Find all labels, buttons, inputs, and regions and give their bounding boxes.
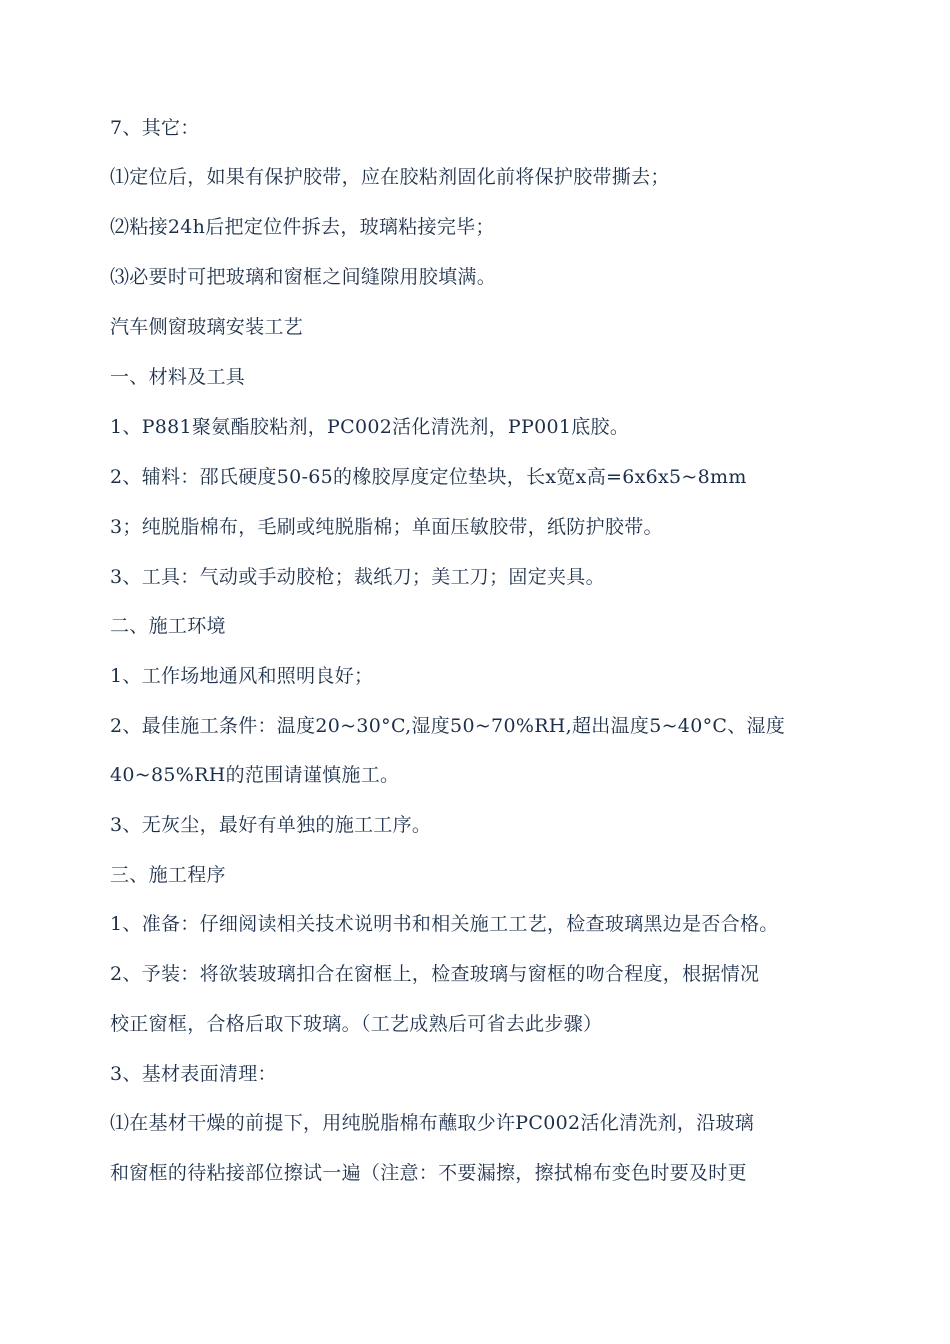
text-line: 2、辅料：邵氏硬度50-65的橡胶厚度定位垫块，长x宽x高=6x6x5~8mm bbox=[110, 466, 747, 488]
section-heading: 二、施工环境 bbox=[110, 615, 226, 637]
text-line: 3；纯脱脂棉布，毛刷或纯脱脂棉；单面压敏胶带，纸防护胶带。 bbox=[110, 516, 663, 538]
text-line: 1、P881聚氨酯胶粘剂，PC002活化清洗剂，PP001底胶。 bbox=[110, 416, 630, 438]
text-line: 3、基材表面清理： bbox=[110, 1063, 277, 1085]
text-line: 40~85%RH的范围请谨慎施工。 bbox=[110, 764, 400, 786]
text-line: 7、其它： bbox=[110, 117, 200, 139]
text-line: 3、无灰尘，最好有单独的施工工序。 bbox=[110, 814, 432, 836]
text-line: ⑶必要时可把玻璃和窗框之间缝隙用胶填满。 bbox=[110, 266, 497, 288]
text-line: ⑴在基材干燥的前提下，用纯脱脂棉布蘸取少许PC002活化清洗剂，沿玻璃 bbox=[110, 1112, 755, 1134]
section-heading: 一、材料及工具 bbox=[110, 366, 246, 388]
section-heading: 三、施工程序 bbox=[110, 864, 226, 886]
text-line: 1、准备：仔细阅读相关技术说明书和相关施工工艺，检查玻璃黑边是否合格。 bbox=[110, 913, 779, 935]
text-line: 2、最佳施工条件：温度20~30°C,湿度50~70%RH,超出温度5~40°C、湿度 bbox=[110, 715, 786, 737]
text-line: 1、工作场地通风和照明良好； bbox=[110, 665, 374, 687]
text-line: ⑴定位后，如果有保护胶带，应在胶粘剂固化前将保护胶带撕去； bbox=[110, 166, 670, 188]
text-line: 3、工具：气动或手动胶枪；裁纸刀；美工刀；固定夹具。 bbox=[110, 566, 605, 588]
text-line: 2、予装：将欲装玻璃扣合在窗框上，检查玻璃与窗框的吻合程度，根据情况 bbox=[110, 963, 760, 985]
text-line: ⑵粘接24h后把定位件拆去，玻璃粘接完毕； bbox=[110, 216, 495, 238]
section-title: 汽车侧窗玻璃安装工艺 bbox=[110, 316, 304, 338]
text-line: 校正窗框，合格后取下玻璃。（工艺成熟后可省去此步骤） bbox=[110, 1013, 603, 1035]
text-line: 和窗框的待粘接部位擦试一遍（注意：不要漏擦，擦拭棉布变色时要及时更 bbox=[110, 1162, 747, 1184]
